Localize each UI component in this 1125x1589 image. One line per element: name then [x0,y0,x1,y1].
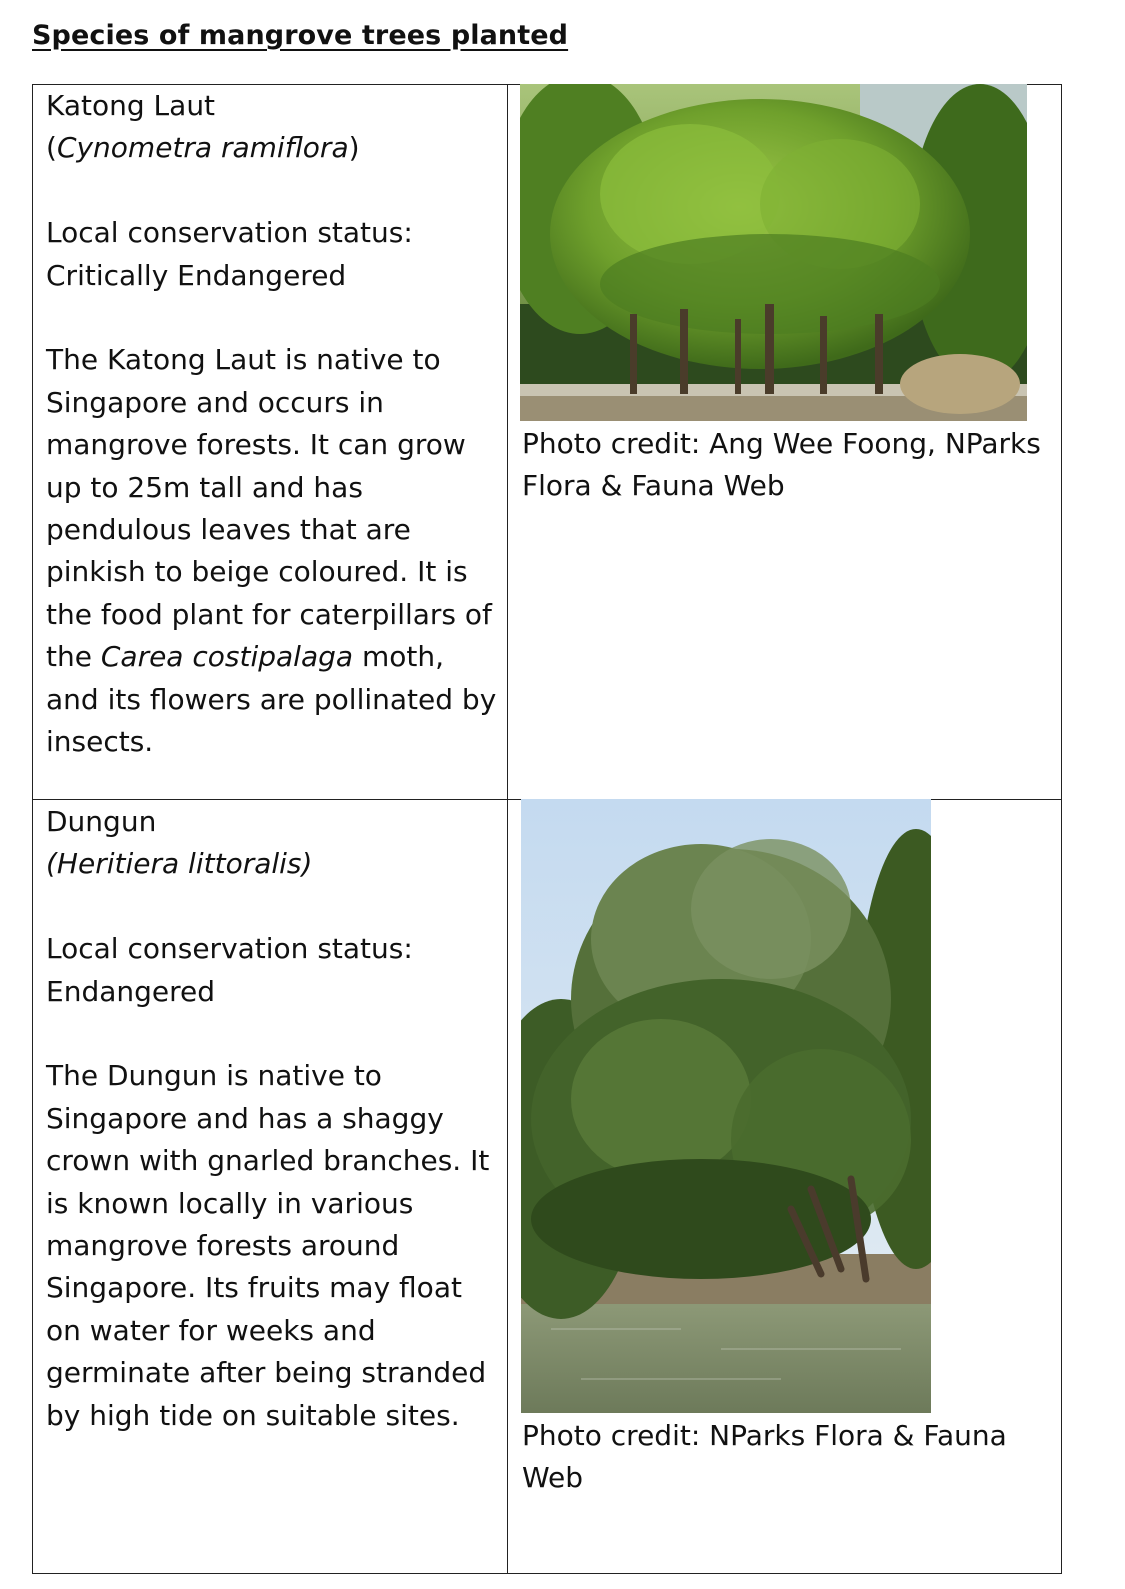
katong-laut-photo [520,84,1027,421]
conservation-status-label: Local conservation status: [46,932,413,966]
dungun-photo [521,799,931,1413]
conservation-status-value: Endangered [46,974,216,1008]
species-scientific-name: (Heritiera littoralis) [46,847,313,881]
species-scientific-name: (Cynometra ramiflora) [46,131,360,165]
species-description-cell [46,85,501,763]
species-common-name: Dungun [46,805,157,838]
species-description-cell [46,801,501,1437]
page-title: Species of mangrove trees planted [32,20,569,51]
species-description: The Dungun is native to Singapore and has a shaggy crown with gnarled branches. It is known locally in various mangrove forests around Singapore. Its fruits may float on water for weeks and germinate after being stranded by high tide on suitable sites. [46,1059,490,1432]
species-description: The Katong Laut is native to Singapore and occurs in mangrove forests. It can grow up to 25m tall and has pendulous leaves that are pinkish to beige coloured. It is the food plant for caterpillars of the Carea costipalaga moth, and its flowers are pollinated by insects. [46,343,497,759]
column-divider [507,84,508,1574]
species-common-name: Katong Laut [46,89,216,122]
conservation-status-value: Critically Endangered [46,258,347,292]
photo-credit: Photo credit: NParks Flora & Fauna Web [522,1419,1007,1495]
photo-credit: Photo credit: Ang Wee Foong, NParks Flora & Fauna Web [522,427,1041,503]
conservation-status-label: Local conservation status: [46,216,413,250]
